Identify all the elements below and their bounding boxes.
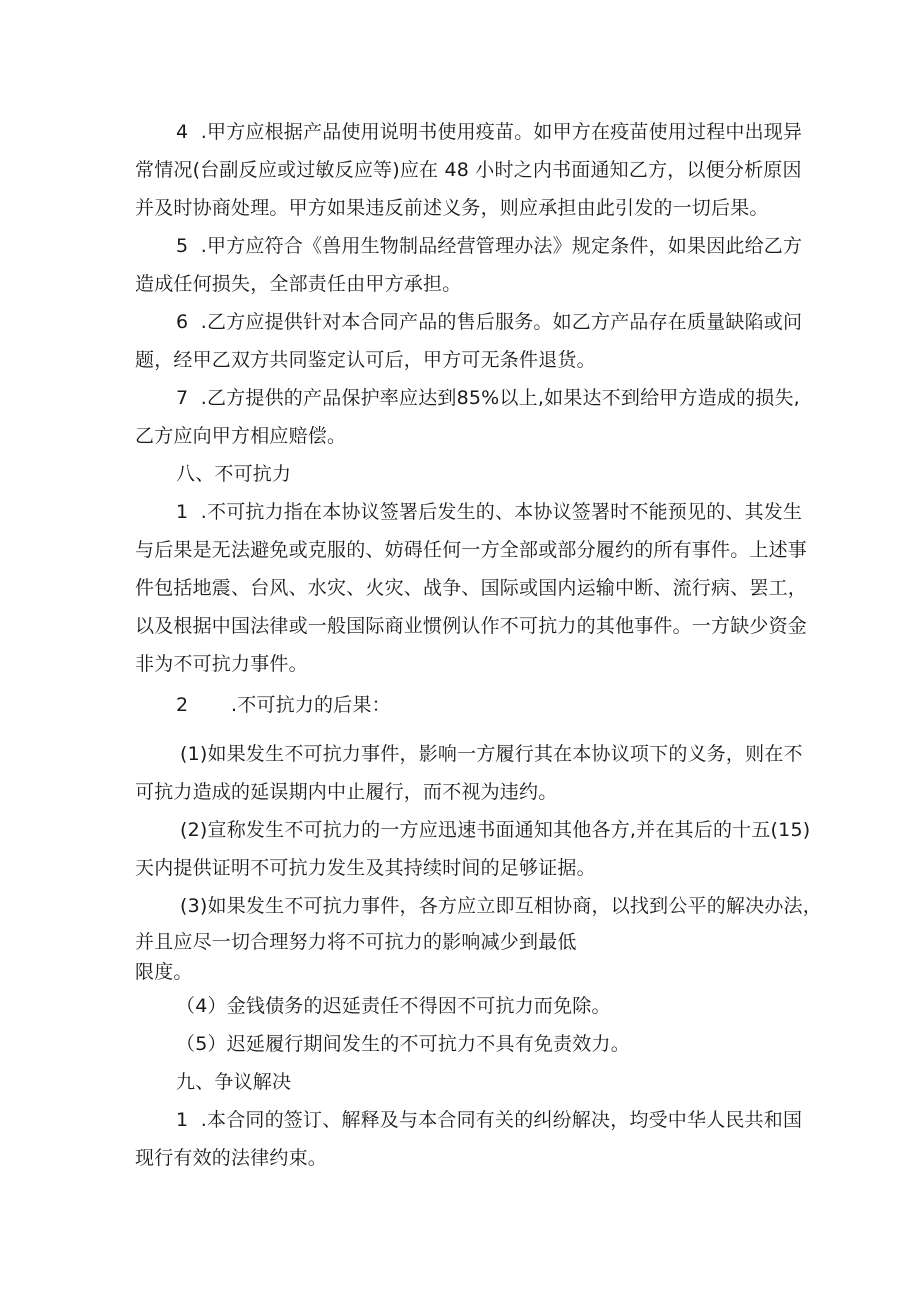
clause-6-line-1: 6 .乙方应提供针对本合同产品的售后服务。如乙方产品存在质量缺陷或问 xyxy=(176,311,803,333)
clause-7-line-2: 乙方应向甲方相应赔偿。 xyxy=(135,425,347,447)
consequence-3-line-1: (3)如果发生不可抗力事件，各方应立即互相协商，以找到公平的解决办法， xyxy=(180,895,822,917)
clause-5-line-2: 造成任何损失，全部责任由甲方承担。 xyxy=(135,273,462,295)
force-majeure-2-text: .不可抗力的后果： xyxy=(231,694,391,716)
force-majeure-1-line-3: 件包括地震、台风、水灾、火灾、战争、国际或国内运输中断、流行病、罢工， xyxy=(135,577,808,599)
clause-5-line-1: 5 .甲方应符合《兽用生物制品经营管理办法》规定条件，如果因此给乙方 xyxy=(176,235,803,257)
section-8-heading: 八、不可抗力 xyxy=(176,463,292,485)
consequence-1-line-1: (1)如果发生不可抗力事件，影响一方履行其在本协议项下的义务，则在不 xyxy=(180,743,803,765)
consequence-3-line-2: 并且应尽一切合理努力将不可抗力的影响减少到最低 xyxy=(135,931,577,953)
dispute-1-line-1: 1 .本合同的签订、解释及与本合同有关的纠纷解决，均受中华人民共和国 xyxy=(176,1109,803,1131)
clause-4-line-1: 4 .甲方应根据产品使用说明书使用疫苗。如甲方在疫苗使用过程中出现异 xyxy=(176,121,803,143)
clause-4-line-2: 常情况(台副反应或过敏反应等)应在 48 小时之内书面通知乙方，以便分析原因 xyxy=(135,159,802,181)
consequence-3-line-3: 限度。 xyxy=(135,961,193,983)
consequence-2-line-2: 天内提供证明不可抗力发生及其持续时间的足够证据。 xyxy=(135,857,596,879)
dispute-1-line-2: 现行有效的法律约束。 xyxy=(135,1147,328,1169)
force-majeure-1-line-1: 1 .不可抗力指在本协议签署后发生的、本协议签署时不能预见的、其发生 xyxy=(176,501,803,523)
force-majeure-1-line-4: 以及根据中国法律或一般国际商业惯例认作不可抗力的其他事件。一方缺少资金 xyxy=(135,615,808,637)
force-majeure-2-number: 2 xyxy=(176,694,189,716)
consequence-2-line-1: (2)宣称发生不可抗力的一方应迅速书面通知其他各方,并在其后的十五(15) xyxy=(180,819,811,841)
section-9-heading: 九、争议解决 xyxy=(176,1071,292,1093)
clause-6-line-2: 题，经甲乙双方共同鉴定认可后，甲方可无条件退货。 xyxy=(135,349,596,371)
clause-7-line-1: 7 .乙方提供的产品保护率应达到85%以上,如果达不到给甲方造成的损失, xyxy=(176,387,800,409)
consequence-1-line-2: 可抗力造成的延误期内中止履行，而不视为违约。 xyxy=(135,781,558,803)
force-majeure-1-line-2: 与后果是无法避免或克服的、妨碍任何一方全部或部分履约的所有事件。上述事 xyxy=(135,539,808,561)
consequence-5: （5）迟延履行期间发生的不可抗力不具有免责效力。 xyxy=(176,1033,630,1055)
force-majeure-1-line-5: 非为不可抗力事件。 xyxy=(135,653,308,675)
clause-4-line-3: 并及时协商处理。甲方如果违反前述义务，则应承担由此引发的一切后果。 xyxy=(135,197,769,219)
consequence-4: （4）金钱债务的迟延责任不得因不可抗力而免除。 xyxy=(176,995,611,1017)
